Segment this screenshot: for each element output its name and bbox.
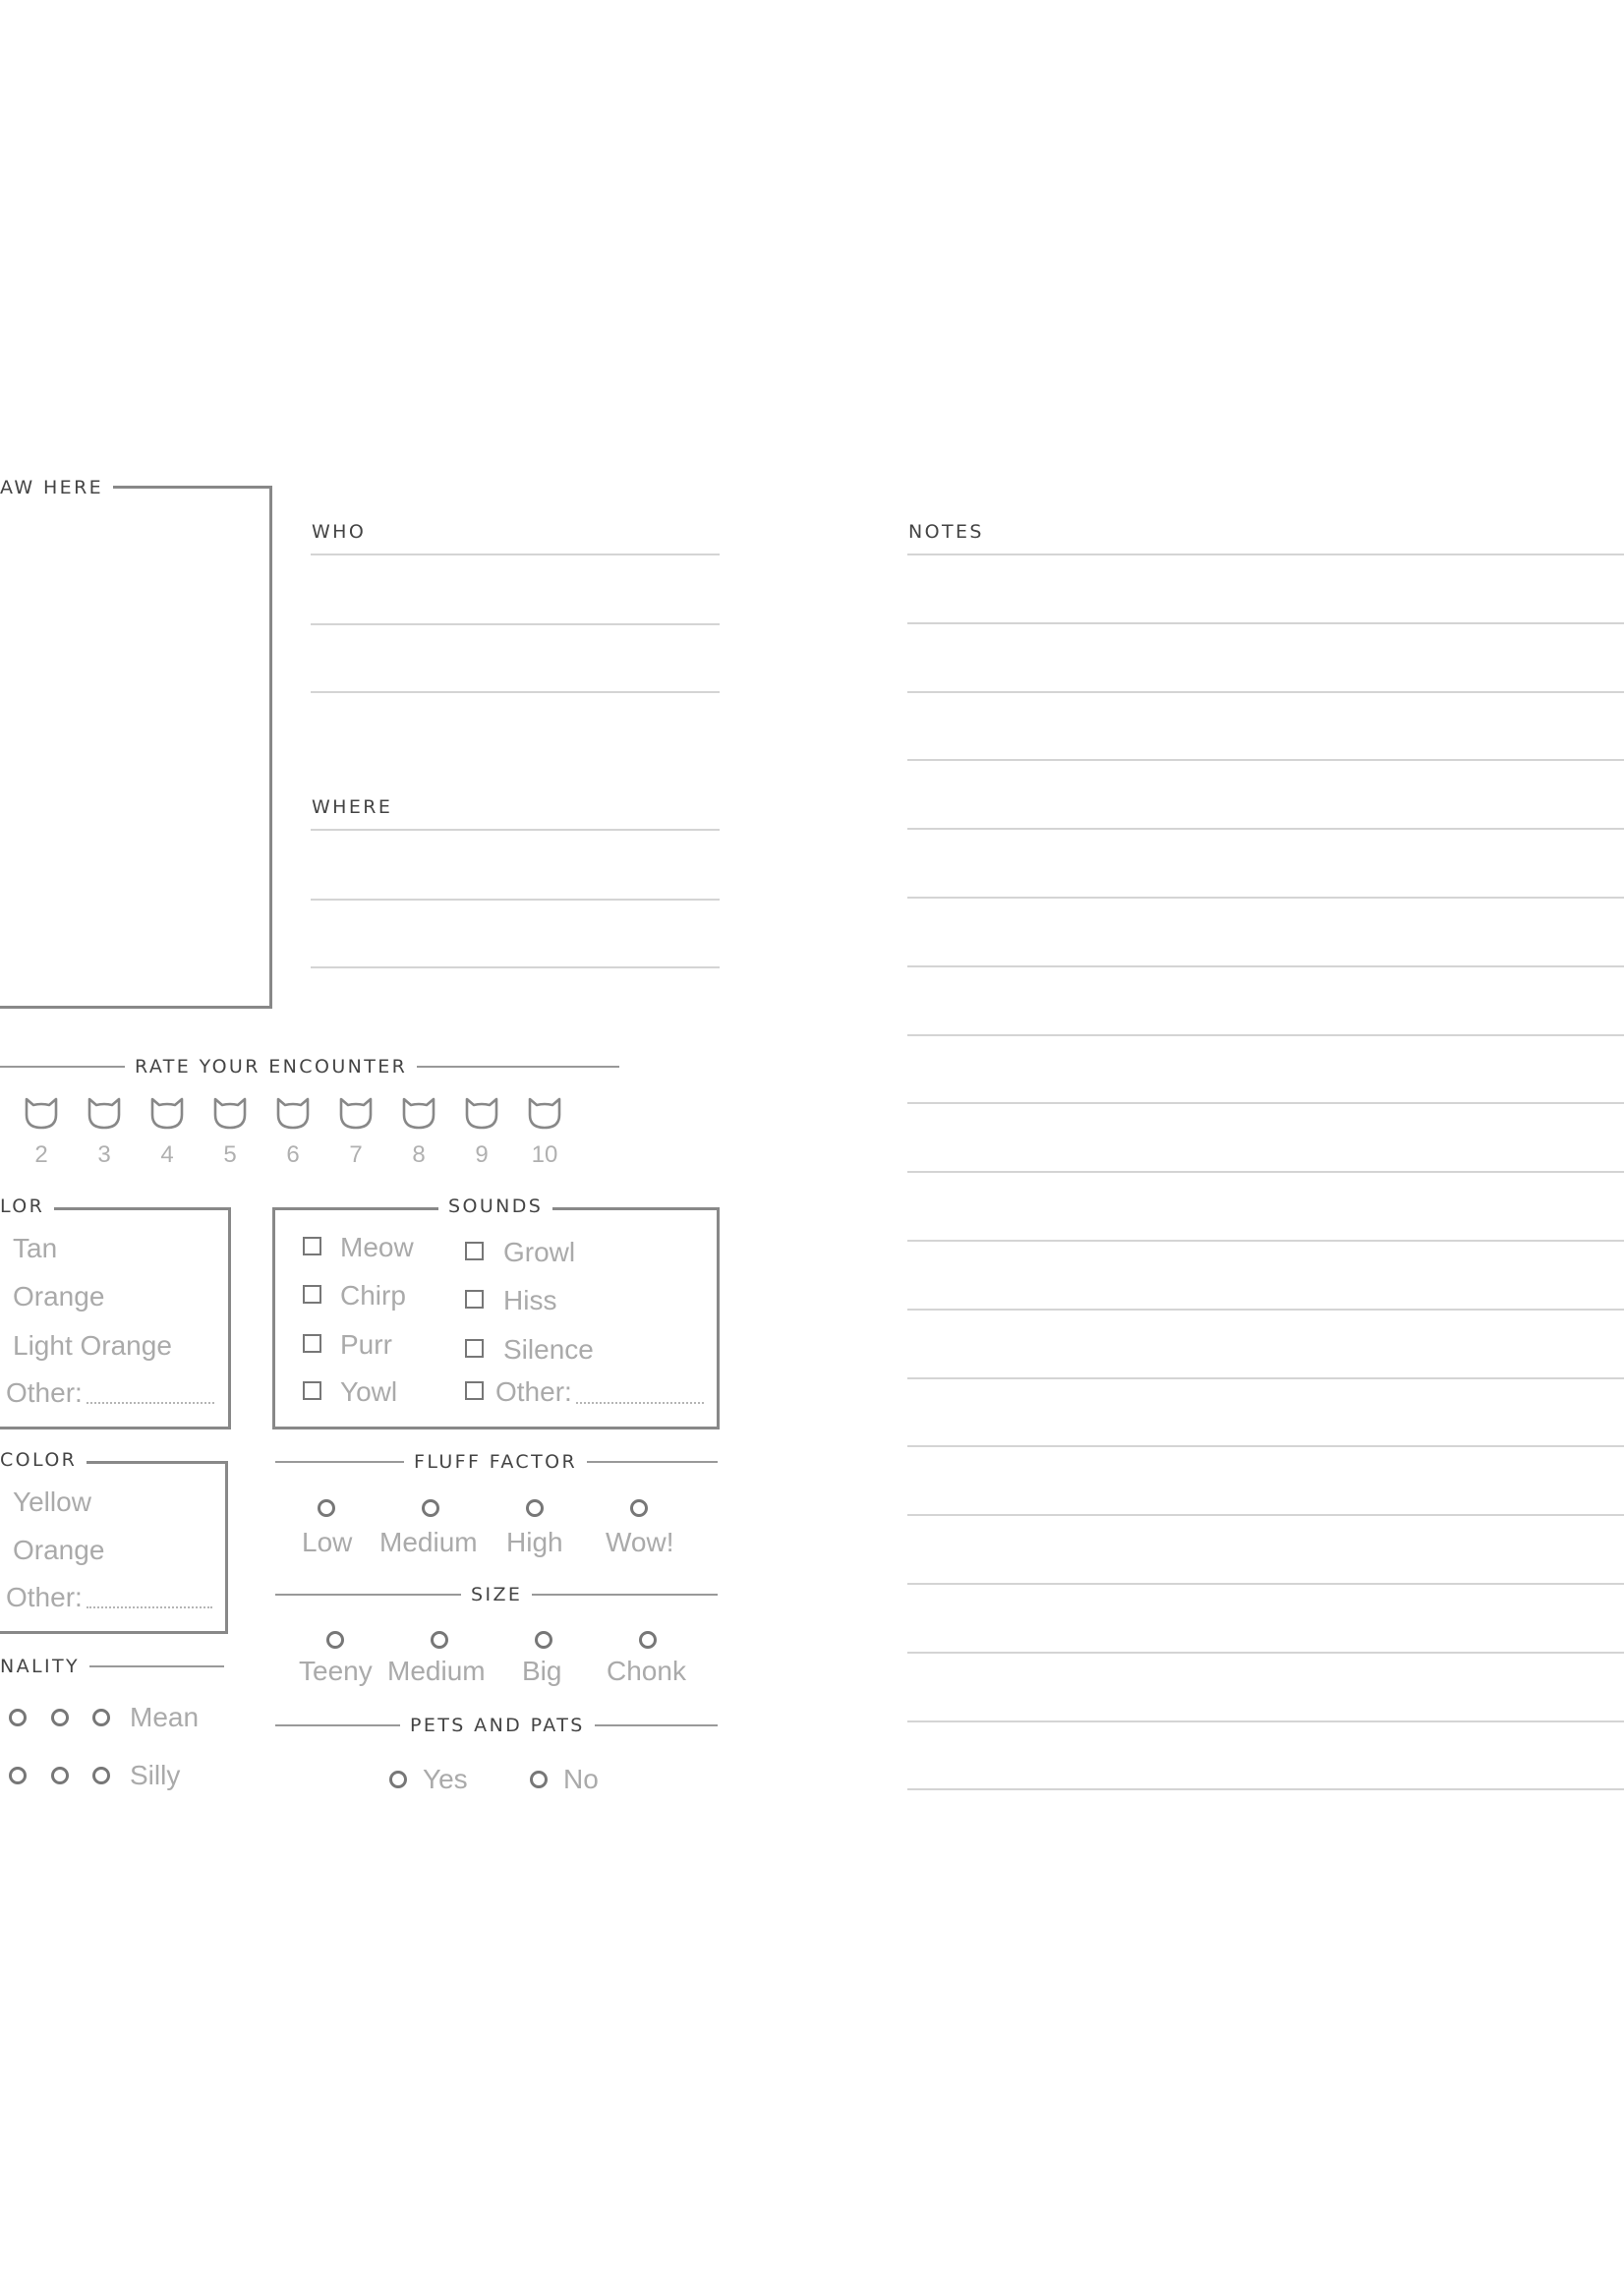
fluff-radio-high[interactable] bbox=[526, 1499, 544, 1517]
notes-line[interactable] bbox=[907, 622, 1624, 624]
rating-number: 10 bbox=[531, 1141, 558, 1168]
notes-line[interactable] bbox=[907, 1309, 1624, 1311]
cat-head-icon[interactable] bbox=[400, 1097, 437, 1131]
notes-line[interactable] bbox=[907, 965, 1624, 967]
coat-other-line[interactable] bbox=[87, 1400, 214, 1404]
cat-head-icon[interactable] bbox=[148, 1097, 186, 1131]
sound-label-growl: Growl bbox=[503, 1237, 576, 1267]
coat-color-label: LOR bbox=[0, 1195, 54, 1218]
rating-number: 8 bbox=[412, 1141, 426, 1168]
who-label: WHO bbox=[302, 520, 376, 544]
personality-radio[interactable] bbox=[92, 1767, 110, 1784]
notes-line[interactable] bbox=[907, 1652, 1624, 1654]
cat-head-icon[interactable] bbox=[23, 1097, 60, 1131]
notes-line[interactable] bbox=[907, 1445, 1624, 1447]
who-line[interactable] bbox=[311, 691, 720, 693]
sound-label-silence: Silence bbox=[503, 1334, 594, 1365]
size-radio-medium[interactable] bbox=[431, 1631, 448, 1649]
sound-label-hiss: Hiss bbox=[503, 1285, 557, 1315]
where-line[interactable] bbox=[311, 829, 720, 831]
drawing-box[interactable] bbox=[0, 486, 272, 1009]
notes-line[interactable] bbox=[907, 1171, 1624, 1173]
personality-radio[interactable] bbox=[51, 1709, 69, 1726]
pets-option-no: No bbox=[563, 1764, 599, 1794]
notes-line[interactable] bbox=[907, 897, 1624, 899]
coat-option-tan[interactable]: Tan bbox=[13, 1233, 58, 1263]
size-option-chonk: Chonk bbox=[607, 1656, 686, 1686]
rating-number: 5 bbox=[223, 1141, 237, 1168]
rating-number: 3 bbox=[97, 1141, 111, 1168]
notes-line[interactable] bbox=[907, 1377, 1624, 1379]
size-radio-chonk[interactable] bbox=[639, 1631, 657, 1649]
notes-line[interactable] bbox=[907, 1788, 1624, 1790]
fluff-radio-wow[interactable] bbox=[630, 1499, 648, 1517]
fluff-label: FLUFF FACTOR bbox=[404, 1450, 587, 1474]
notes-line[interactable] bbox=[907, 691, 1624, 693]
sounds-label: SOUNDS bbox=[438, 1195, 552, 1218]
eye-other-line[interactable] bbox=[87, 1604, 212, 1608]
rating-number: 7 bbox=[349, 1141, 363, 1168]
coat-option-light-orange[interactable]: Light Orange bbox=[13, 1330, 172, 1361]
cat-head-icon[interactable] bbox=[274, 1097, 312, 1131]
rate-label: RATE YOUR ENCOUNTER bbox=[125, 1055, 417, 1079]
sound-checkbox-chirp[interactable] bbox=[303, 1285, 321, 1304]
pets-option-yes: Yes bbox=[423, 1764, 468, 1794]
notes-line[interactable] bbox=[907, 1720, 1624, 1722]
notes-line[interactable] bbox=[907, 1240, 1624, 1242]
size-radio-big[interactable] bbox=[535, 1631, 552, 1649]
sound-checkbox-purr[interactable] bbox=[303, 1334, 321, 1353]
where-line[interactable] bbox=[311, 966, 720, 968]
sound-checkbox-silence[interactable] bbox=[465, 1339, 484, 1358]
rating-number: 9 bbox=[475, 1141, 489, 1168]
sound-checkbox-other[interactable] bbox=[465, 1381, 484, 1400]
sound-checkbox-hiss[interactable] bbox=[465, 1290, 484, 1309]
sound-other-line[interactable] bbox=[576, 1400, 704, 1404]
personality-radio[interactable] bbox=[9, 1709, 27, 1726]
rating-number: 4 bbox=[160, 1141, 174, 1168]
sound-label-other: Other: bbox=[495, 1376, 572, 1407]
rating-number: 2 bbox=[34, 1141, 48, 1168]
pets-label: PETS AND PATS bbox=[400, 1714, 595, 1737]
fluff-option-high: High bbox=[506, 1527, 563, 1557]
personality-label: NALITY bbox=[0, 1655, 89, 1678]
fluff-option-wow: Wow! bbox=[606, 1527, 674, 1557]
sound-label-purr: Purr bbox=[340, 1329, 392, 1360]
eye-option-yellow[interactable]: Yellow bbox=[13, 1487, 91, 1517]
pets-radio-no[interactable] bbox=[530, 1771, 548, 1788]
eye-color-label: COLOR bbox=[0, 1448, 87, 1472]
size-label: SIZE bbox=[461, 1583, 532, 1606]
sound-label-chirp: Chirp bbox=[340, 1280, 406, 1311]
who-line[interactable] bbox=[311, 623, 720, 625]
size-option-teeny: Teeny bbox=[299, 1656, 373, 1686]
coat-option-orange[interactable]: Orange bbox=[13, 1281, 105, 1312]
sound-label-yowl: Yowl bbox=[340, 1376, 398, 1407]
cat-head-icon[interactable] bbox=[337, 1097, 375, 1131]
size-option-medium: Medium bbox=[387, 1656, 486, 1686]
notes-line[interactable] bbox=[907, 554, 1624, 555]
fluff-radio-medium[interactable] bbox=[422, 1499, 439, 1517]
notes-line[interactable] bbox=[907, 828, 1624, 830]
sound-checkbox-meow[interactable] bbox=[303, 1237, 321, 1255]
personality-radio[interactable] bbox=[92, 1709, 110, 1726]
notes-line[interactable] bbox=[907, 1514, 1624, 1516]
size-radio-teeny[interactable] bbox=[326, 1631, 344, 1649]
fluff-option-low: Low bbox=[302, 1527, 353, 1557]
personality-label-silly: Silly bbox=[130, 1760, 181, 1790]
sound-checkbox-growl[interactable] bbox=[465, 1242, 484, 1260]
where-line[interactable] bbox=[311, 899, 720, 901]
notes-line[interactable] bbox=[907, 1102, 1624, 1104]
sound-checkbox-yowl[interactable] bbox=[303, 1381, 321, 1400]
personality-radio[interactable] bbox=[9, 1767, 27, 1784]
cat-head-icon[interactable] bbox=[463, 1097, 500, 1131]
notes-line[interactable] bbox=[907, 1034, 1624, 1036]
personality-radio[interactable] bbox=[51, 1767, 69, 1784]
fluff-option-medium: Medium bbox=[379, 1527, 478, 1557]
who-line[interactable] bbox=[311, 554, 720, 555]
eye-option-orange[interactable]: Orange bbox=[13, 1535, 105, 1565]
rating-number: 6 bbox=[286, 1141, 300, 1168]
coat-option-other[interactable]: Other: bbox=[6, 1377, 83, 1408]
pets-radio-yes[interactable] bbox=[389, 1771, 407, 1788]
notes-line[interactable] bbox=[907, 759, 1624, 761]
cat-head-icon[interactable] bbox=[86, 1097, 123, 1131]
cat-head-icon[interactable] bbox=[211, 1097, 249, 1131]
fluff-radio-low[interactable] bbox=[318, 1499, 335, 1517]
personality-label-mean: Mean bbox=[130, 1702, 200, 1732]
size-option-big: Big bbox=[522, 1656, 562, 1686]
sound-label-meow: Meow bbox=[340, 1232, 414, 1262]
where-label: WHERE bbox=[302, 795, 402, 819]
eye-option-other[interactable]: Other: bbox=[6, 1582, 83, 1612]
notes-label: NOTES bbox=[899, 520, 994, 544]
cat-head-icon[interactable] bbox=[526, 1097, 563, 1131]
notes-line[interactable] bbox=[907, 1583, 1624, 1585]
draw-here-label: AW HERE bbox=[0, 476, 113, 499]
